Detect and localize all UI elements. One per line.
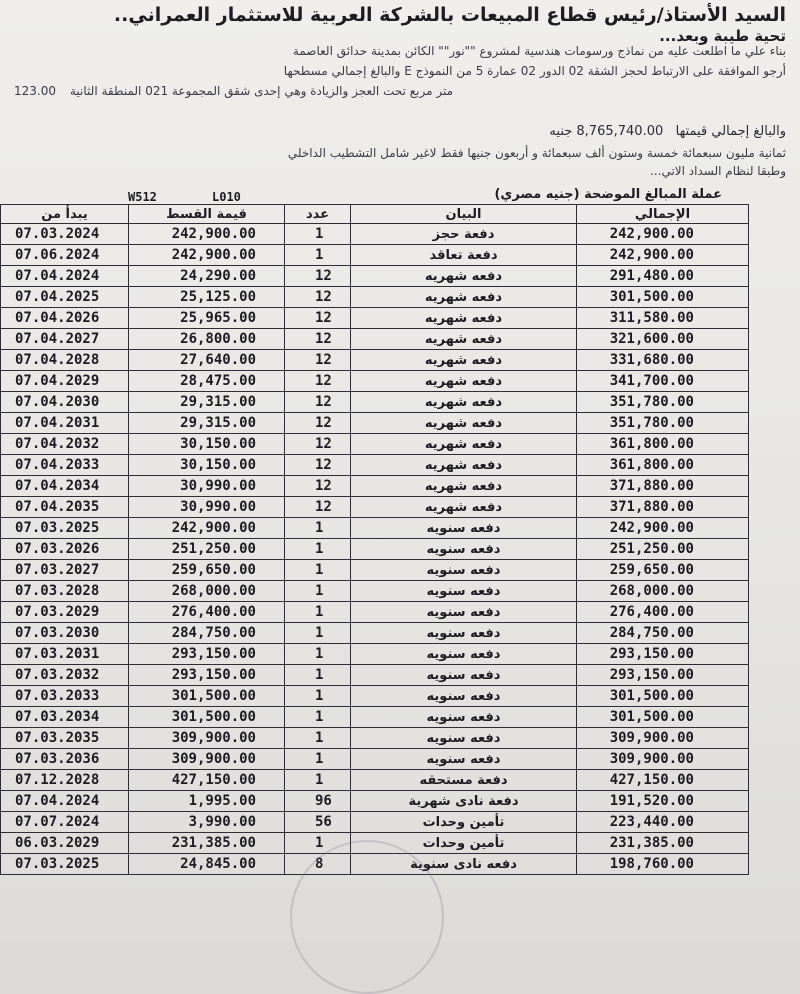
cell-count: 1 (285, 623, 351, 644)
cell-total: 351,780.00 (577, 392, 749, 413)
cell-count: 1 (285, 749, 351, 770)
cell-amount: 427,150.00 (129, 770, 285, 791)
header-count: عدد (285, 205, 351, 224)
table-row (1, 686, 749, 707)
cell-date: 07.03.2028 (1, 581, 129, 602)
cell-amount: 28,475.00 (129, 371, 285, 392)
cell-date: 07.03.2033 (1, 686, 129, 707)
total-label: والبالغ إجمالي قيمتها (675, 124, 786, 139)
cell-total: 321,600.00 (577, 329, 749, 350)
cell-desc: دفعه شهريه (351, 497, 577, 518)
table-row (1, 770, 749, 791)
body-line-3 (14, 84, 453, 98)
cell-desc: تأمين وحدات (351, 812, 577, 833)
cell-amount: 29,315.00 (129, 392, 285, 413)
payment-schedule-table (0, 204, 749, 875)
cell-count: 1 (285, 644, 351, 665)
cell-total: 361,800.00 (577, 434, 749, 455)
cell-total: 301,500.00 (577, 686, 749, 707)
cell-count: 12 (285, 392, 351, 413)
cell-date: 07.04.2024 (1, 266, 129, 287)
header-start: يبدأ من (1, 205, 129, 224)
cell-date: 07.04.2024 (1, 791, 129, 812)
cell-date: 07.04.2028 (1, 350, 129, 371)
cell-amount: 24,845.00 (129, 854, 285, 875)
cell-date: 07.06.2024 (1, 245, 129, 266)
cell-count: 1 (285, 581, 351, 602)
cell-count: 1 (285, 602, 351, 623)
table-row (1, 413, 749, 434)
cell-amount: 293,150.00 (129, 665, 285, 686)
cell-count: 12 (285, 476, 351, 497)
header-total: الإجمالي (577, 205, 749, 224)
cell-date: 07.04.2026 (1, 308, 129, 329)
total-in-words: ثمانية مليون سبعمائة خمسة وستون ألف سبعمائة و أربعون جنيها فقط لاغير شامل التشطيب الداخلي (287, 146, 786, 160)
cell-amount: 29,315.00 (129, 413, 285, 434)
cell-count: 1 (285, 770, 351, 791)
faint-stamp (290, 840, 444, 994)
cell-desc: دفعه سنويه (351, 665, 577, 686)
table-row (1, 245, 749, 266)
cell-amount: 276,400.00 (129, 602, 285, 623)
cell-desc: دفعه سنويه (351, 686, 577, 707)
cell-amount: 26,800.00 (129, 329, 285, 350)
addressee-line: السيد الأستاذ/رئيس قطاع المبيعات بالشركة العربية للاستثمار العمراني.. (113, 4, 786, 26)
cell-desc: دفعة مستحقه (351, 770, 577, 791)
cell-amount: 251,250.00 (129, 539, 285, 560)
cell-total: 198,760.00 (577, 854, 749, 875)
cell-desc: دفعه شهريه (351, 266, 577, 287)
table-row (1, 455, 749, 476)
table-row (1, 581, 749, 602)
cell-date: 07.03.2031 (1, 644, 129, 665)
cell-total: 293,150.00 (577, 665, 749, 686)
cell-date: 07.07.2024 (1, 812, 129, 833)
cell-count: 12 (285, 455, 351, 476)
table-row (1, 287, 749, 308)
cell-desc: دفعه نادى سنوية (351, 854, 577, 875)
cell-total: 371,880.00 (577, 497, 749, 518)
table-row (1, 518, 749, 539)
cell-total: 231,385.00 (577, 833, 749, 854)
table-row (1, 749, 749, 770)
cell-total: 242,900.00 (577, 245, 749, 266)
reference-code-1: W512 (128, 190, 157, 204)
body-line-2: أرجو الموافقة على الارتباط لحجز الشقة 02 الدور 02 عمارة 5 من النموذج E والبالغ إجمالي مسطحها (283, 64, 786, 78)
cell-total: 351,780.00 (577, 413, 749, 434)
cell-amount: 309,900.00 (129, 728, 285, 749)
cell-date: 07.04.2029 (1, 371, 129, 392)
cell-count: 1 (285, 560, 351, 581)
cell-count: 1 (285, 518, 351, 539)
cell-total: 427,150.00 (577, 770, 749, 791)
cell-date: 07.04.2034 (1, 476, 129, 497)
cell-count: 12 (285, 497, 351, 518)
cell-desc: دفعه سنويه (351, 707, 577, 728)
cell-count: 12 (285, 350, 351, 371)
cell-desc: دفعه شهريه (351, 413, 577, 434)
table-row (1, 224, 749, 245)
cell-date: 07.04.2035 (1, 497, 129, 518)
cell-desc: دفعه سنويه (351, 518, 577, 539)
cell-total: 191,520.00 (577, 791, 749, 812)
cell-desc: دفعه سنويه (351, 539, 577, 560)
cell-desc: دفعه شهريه (351, 371, 577, 392)
cell-desc: دفعه شهريه (351, 434, 577, 455)
cell-count: 1 (285, 665, 351, 686)
cell-desc: تأمين وحدات (351, 833, 577, 854)
cell-count: 1 (285, 245, 351, 266)
cell-amount: 3,990.00 (129, 812, 285, 833)
table-row (1, 350, 749, 371)
cell-total: 371,880.00 (577, 476, 749, 497)
cell-amount: 30,150.00 (129, 455, 285, 476)
cell-amount: 30,990.00 (129, 497, 285, 518)
cell-amount: 1,995.00 (129, 791, 285, 812)
table-row (1, 371, 749, 392)
table-row (1, 266, 749, 287)
cell-amount: 268,000.00 (129, 581, 285, 602)
cell-date: 07.03.2027 (1, 560, 129, 581)
cell-count: 8 (285, 854, 351, 875)
cell-count: 1 (285, 728, 351, 749)
cell-desc: دفعه شهريه (351, 287, 577, 308)
table-row (1, 791, 749, 812)
cell-total: 259,650.00 (577, 560, 749, 581)
cell-date: 07.03.2036 (1, 749, 129, 770)
cell-total: 309,900.00 (577, 749, 749, 770)
cell-count: 12 (285, 413, 351, 434)
table-row (1, 539, 749, 560)
cell-amount: 259,650.00 (129, 560, 285, 581)
cell-count: 12 (285, 266, 351, 287)
header-description: البيان (351, 205, 577, 224)
cell-total: 301,500.00 (577, 707, 749, 728)
cell-desc: دفعه شهريه (351, 308, 577, 329)
cell-desc: دفعه شهريه (351, 329, 577, 350)
cell-desc: دفعه سنويه (351, 728, 577, 749)
cell-count: 12 (285, 308, 351, 329)
cell-amount: 30,990.00 (129, 476, 285, 497)
cell-amount: 27,640.00 (129, 350, 285, 371)
cell-desc: دفعه سنويه (351, 644, 577, 665)
cell-desc: دفعه شهريه (351, 350, 577, 371)
table-row (1, 665, 749, 686)
cell-count: 1 (285, 224, 351, 245)
cell-amount: 25,965.00 (129, 308, 285, 329)
cell-total: 309,900.00 (577, 728, 749, 749)
cell-desc: دفعه سنويه (351, 581, 577, 602)
cell-date: 07.03.2026 (1, 539, 129, 560)
cell-amount: 25,125.00 (129, 287, 285, 308)
table-row (1, 623, 749, 644)
cell-total: 301,500.00 (577, 287, 749, 308)
cell-total: 268,000.00 (577, 581, 749, 602)
table-body (1, 224, 749, 875)
reference-code-2: L010 (212, 190, 241, 204)
cell-date: 07.03.2035 (1, 728, 129, 749)
greeting-line: تحية طيبة وبعد... (659, 27, 786, 45)
body-line-1: بناء علي ما اطلعت عليه من نماذج ورسومات هندسية لمشروع ""نور"" الكائن بمدينة حدائق العاصمة (292, 44, 786, 58)
payment-terms: وطبقا لنظام السداد الاتي... (650, 164, 786, 178)
cell-date: 07.03.2029 (1, 602, 129, 623)
cell-desc: دفعه شهريه (351, 476, 577, 497)
table-row (1, 707, 749, 728)
cell-date: 07.12.2028 (1, 770, 129, 791)
cell-date: 07.03.2024 (1, 224, 129, 245)
cell-desc: دفعه سنويه (351, 749, 577, 770)
cell-amount: 231,385.00 (129, 833, 285, 854)
table-row (1, 644, 749, 665)
total-value: 8,765,740.00 جنيه (549, 124, 664, 139)
cell-total: 276,400.00 (577, 602, 749, 623)
cell-total: 311,580.00 (577, 308, 749, 329)
cell-amount: 242,900.00 (129, 245, 285, 266)
cell-amount: 301,500.00 (129, 707, 285, 728)
cell-count: 1 (285, 707, 351, 728)
cell-total: 242,900.00 (577, 518, 749, 539)
cell-desc: دفعه شهريه (351, 455, 577, 476)
cell-date: 07.04.2030 (1, 392, 129, 413)
cell-amount: 242,900.00 (129, 224, 285, 245)
cell-amount: 242,900.00 (129, 518, 285, 539)
table-row (1, 602, 749, 623)
cell-desc: دفعة تعاقد (351, 245, 577, 266)
cell-date: 07.04.2027 (1, 329, 129, 350)
cell-desc: دفعه سنويه (351, 623, 577, 644)
cell-count: 12 (285, 371, 351, 392)
cell-total: 242,900.00 (577, 224, 749, 245)
cell-count: 1 (285, 686, 351, 707)
table-row (1, 812, 749, 833)
cell-date: 07.04.2031 (1, 413, 129, 434)
cell-total: 291,480.00 (577, 266, 749, 287)
cell-desc: دفعة حجز (351, 224, 577, 245)
cell-date: 07.04.2025 (1, 287, 129, 308)
cell-desc: دفعه سنويه (351, 560, 577, 581)
table-row (1, 476, 749, 497)
cell-total: 361,800.00 (577, 455, 749, 476)
table-row (1, 497, 749, 518)
cell-total: 341,700.00 (577, 371, 749, 392)
cell-date: 07.03.2025 (1, 854, 129, 875)
cell-count: 12 (285, 329, 351, 350)
currency-note: عملة المبالغ الموضحة (جنيه مصري) (494, 187, 722, 202)
cell-count: 12 (285, 287, 351, 308)
table-row (1, 728, 749, 749)
header-installment: قيمة القسط (129, 205, 285, 224)
cell-amount: 309,900.00 (129, 749, 285, 770)
cell-count: 1 (285, 539, 351, 560)
table-row (1, 308, 749, 329)
cell-desc: دفعه سنويه (351, 602, 577, 623)
cell-desc: دفعة نادى شهرية (351, 791, 577, 812)
cell-total: 251,250.00 (577, 539, 749, 560)
table-row (1, 329, 749, 350)
cell-date: 07.03.2034 (1, 707, 129, 728)
cell-amount: 301,500.00 (129, 686, 285, 707)
cell-date: 07.03.2025 (1, 518, 129, 539)
cell-amount: 30,150.00 (129, 434, 285, 455)
cell-count: 96 (285, 791, 351, 812)
cell-total: 223,440.00 (577, 812, 749, 833)
table-row (1, 560, 749, 581)
table-row (1, 392, 749, 413)
total-line (549, 124, 786, 139)
cell-total: 293,150.00 (577, 644, 749, 665)
cell-date: 06.03.2029 (1, 833, 129, 854)
cell-date: 07.03.2032 (1, 665, 129, 686)
cell-total: 331,680.00 (577, 350, 749, 371)
cell-amount: 24,290.00 (129, 266, 285, 287)
area-value: 123.00 (14, 84, 56, 98)
cell-amount: 284,750.00 (129, 623, 285, 644)
cell-count: 56 (285, 812, 351, 833)
cell-count: 12 (285, 434, 351, 455)
table-row (1, 434, 749, 455)
cell-amount: 293,150.00 (129, 644, 285, 665)
table-header-row (1, 205, 749, 224)
cell-date: 07.04.2033 (1, 455, 129, 476)
area-description: متر مربع تحت العجز والزيادة وهي إحدى شقق المجموعة 021 المنطقة الثانية (70, 84, 454, 98)
cell-date: 07.03.2030 (1, 623, 129, 644)
cell-desc: دفعه شهريه (351, 392, 577, 413)
cell-total: 284,750.00 (577, 623, 749, 644)
cell-date: 07.04.2032 (1, 434, 129, 455)
cell-count: 1 (285, 833, 351, 854)
